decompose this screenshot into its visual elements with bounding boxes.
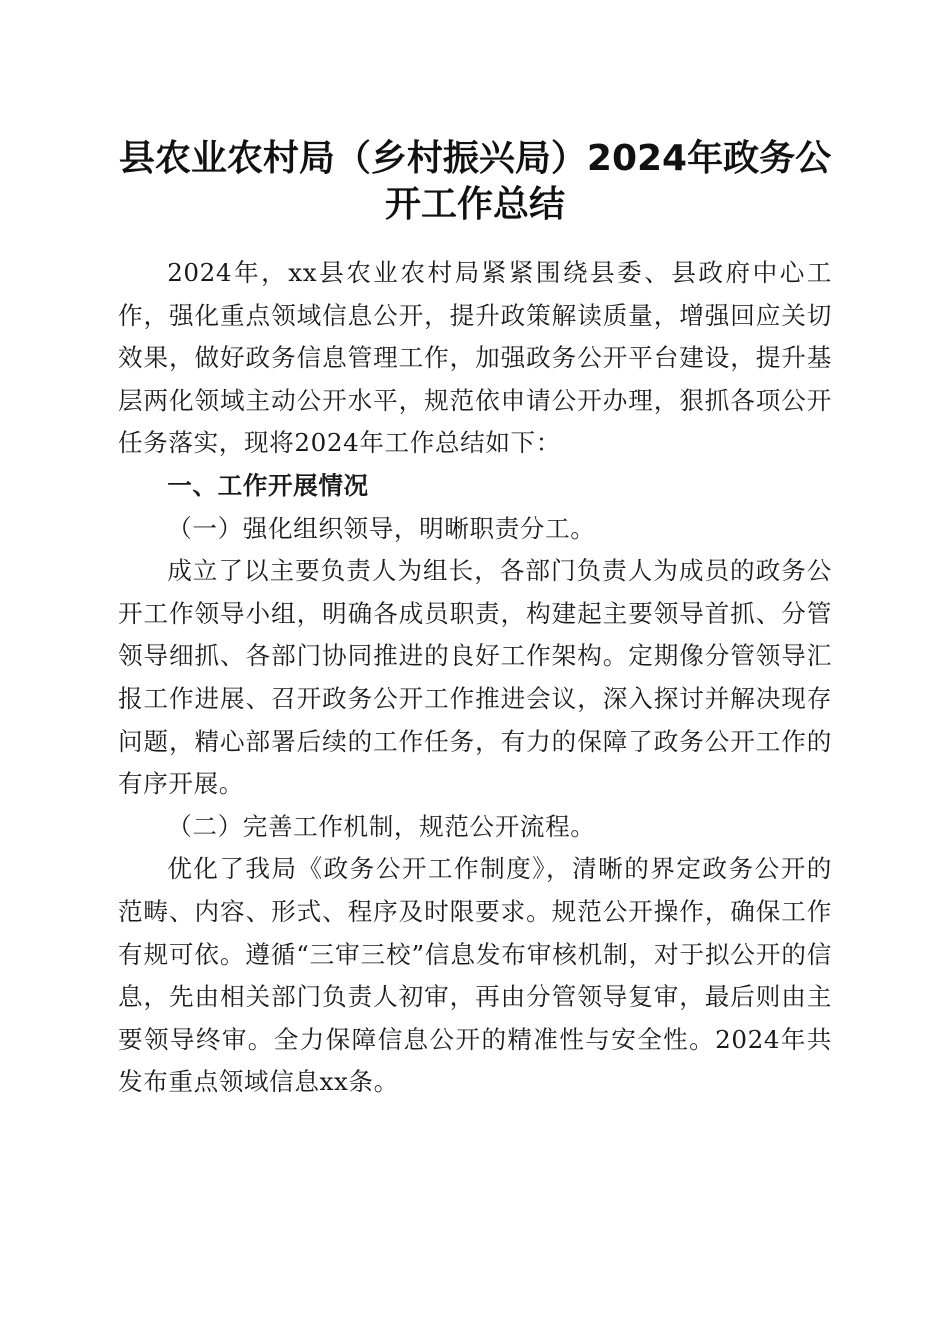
subsection-2-paragraph: 优化了我局《政务公开工作制度》，清晰的界定政务公开的范畴、内容、形式、程序及时限要求。规范公开操作，确保工作有规可依。遵循“三审三校”信息发布审核机制，对于拟公开的信息，先由相关部门负责人初审，再由分管领导复审，最后则由主要领导终审。全力保障信息公开的精准性与安全性。2024年共发布重点领域信息xx条。	[118, 854, 832, 1097]
intro-paragraph: 2024年，xx县农业农村局紧紧围绕县委、县政府中心工作，强化重点领域信息公开，提升政策解读质量，增强回应关切效果，做好政务信息管理工作，加强政务公开平台建设，提升基层两化领域主动公开水平，规范依申请公开办理，狠抓各项公开任务落实，现将2024年工作总结如下：	[118, 258, 832, 458]
subsection-heading-1: （一）强化组织领导，明晰职责分工。	[167, 513, 596, 543]
document-body	[118, 252, 832, 1104]
title-line-1: 县农业农村局（乡村振兴局）2024年政务公	[118, 138, 832, 179]
subsection-heading-2: （二）完善工作机制，规范公开流程。	[167, 811, 596, 841]
title-line-2: 开工作总结	[384, 184, 565, 225]
subsection-1-paragraph: 成立了以主要负责人为组长，各部门负责人为成员的政务公开工作领导小组，明确各成员职责，构建起主要领导首抓、分管领导细抓、各部门协同推进的良好工作架构。定期像分管领导汇报工作进展、召开政务公开工作推进会议，深入探讨并解决现存问题，精心部署后续的工作任务，有力的保障了政务公开工作的有序开展。	[118, 556, 832, 799]
section-heading-1: 一、工作开展情况	[167, 470, 369, 500]
document-title	[100, 136, 850, 228]
